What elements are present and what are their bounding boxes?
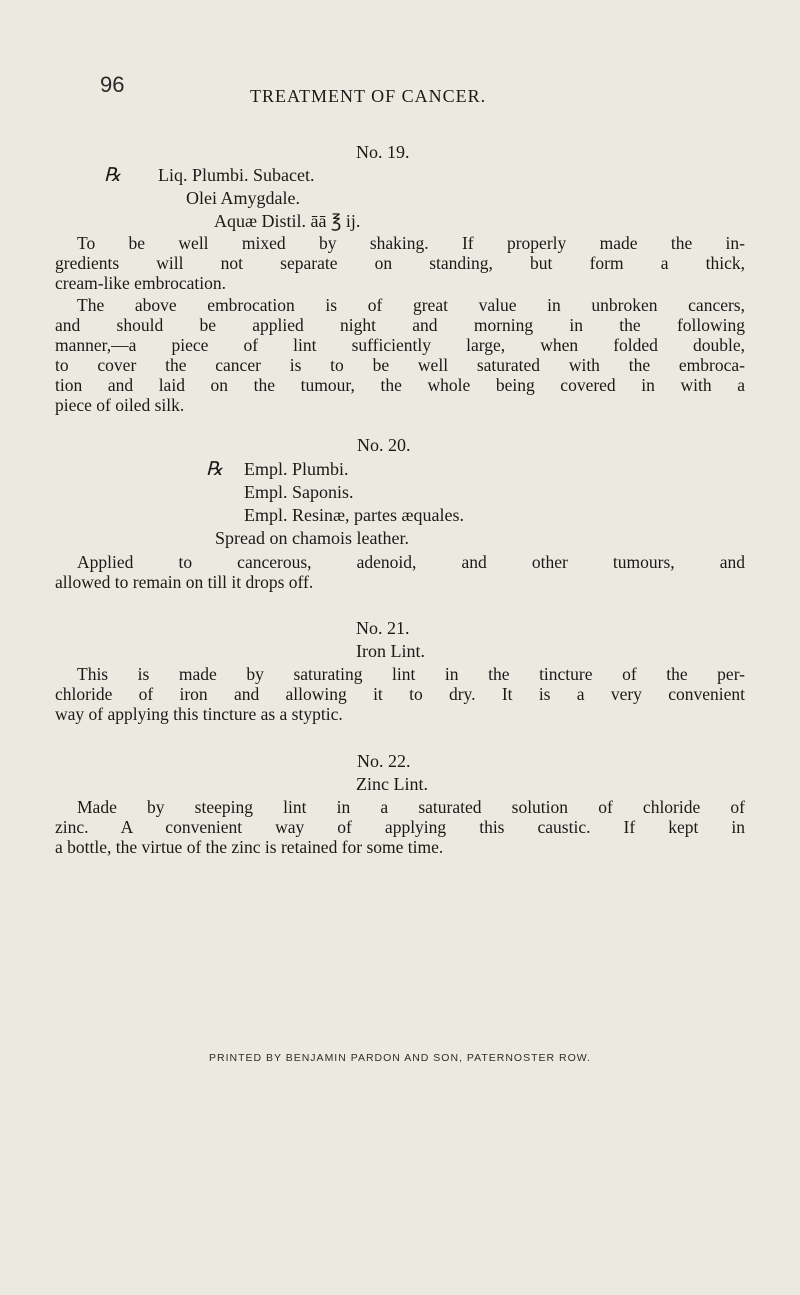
recipe-21-subtitle: Iron Lint.: [356, 641, 425, 661]
running-title: TREATMENT OF CANCER.: [250, 86, 487, 106]
text-line: cream-like embrocation.: [55, 273, 227, 293]
text-line: a bottle, the virtue of the zinc is retained for some time.: [55, 837, 444, 857]
recipe-21-title: No. 21.: [356, 618, 410, 638]
text-line: zinc. A convenient way of applying this caustic. If kept in: [55, 817, 745, 837]
recipe-19-paragraph: [55, 233, 745, 293]
rx-symbol: ℞: [104, 165, 122, 186]
recipe-21-paragraph: [55, 664, 745, 724]
recipe-20-ingredient: Empl. Resinæ, partes æquales.: [244, 505, 464, 525]
page-number: 96: [100, 72, 125, 97]
text-line: to cover the cancer is to be well saturated with the embroca-: [55, 355, 745, 375]
printer-imprint: PRINTED BY BENJAMIN PARDON AND SON, PATERNOSTER ROW.: [208, 1052, 592, 1064]
recipe-20-ingredient: Empl. Saponis.: [244, 482, 354, 502]
text-line: allowed to remain on till it drops off.: [55, 572, 314, 592]
recipe-19-ingredient: Liq. Plumbi. Subacet.: [158, 165, 315, 185]
text-line: and should be applied night and morning in the following: [55, 315, 745, 335]
text-line: Applied to cancerous, adenoid, and other tumours, and: [77, 552, 745, 572]
recipe-22-subtitle: Zinc Lint.: [356, 774, 428, 794]
recipe-22-title: No. 22.: [357, 751, 411, 771]
text-line: way of applying this tincture as a styptic.: [55, 704, 343, 724]
recipe-19-paragraph: [55, 295, 745, 415]
text-line: This is made by saturating lint in the tincture of the per-: [77, 664, 745, 684]
recipe-20-title: No. 20.: [357, 435, 411, 455]
recipe-20-instruction: Spread on chamois leather.: [215, 528, 409, 548]
rx-symbol: ℞: [206, 459, 224, 480]
text-line: Made by steeping lint in a saturated solution of chloride of: [77, 797, 745, 817]
recipe-19-title: No. 19.: [356, 142, 410, 162]
recipe-19-ingredient: Olei Amygdale.: [186, 188, 300, 208]
recipe-22-paragraph: [55, 797, 745, 857]
recipe-20-paragraph: [55, 552, 745, 592]
text-line: piece of oiled silk.: [55, 395, 185, 415]
text-line: chloride of iron and allowing it to dry. It is a very convenient: [55, 684, 745, 704]
text-line: tion and laid on the tumour, the whole being covered in with a: [55, 375, 745, 395]
text-line: The above embrocation is of great value in unbroken cancers,: [77, 295, 745, 315]
recipe-19-ingredient: Aquæ Distil. āā ℥ ij.: [214, 211, 361, 231]
text-line: To be well mixed by shaking. If properly made the in-: [77, 233, 745, 253]
text-line: gredients will not separate on standing, but form a thick,: [55, 253, 745, 273]
recipe-20-ingredient: Empl. Plumbi.: [244, 459, 349, 479]
text-line: manner,—a piece of lint sufficiently large, when folded double,: [55, 335, 745, 355]
